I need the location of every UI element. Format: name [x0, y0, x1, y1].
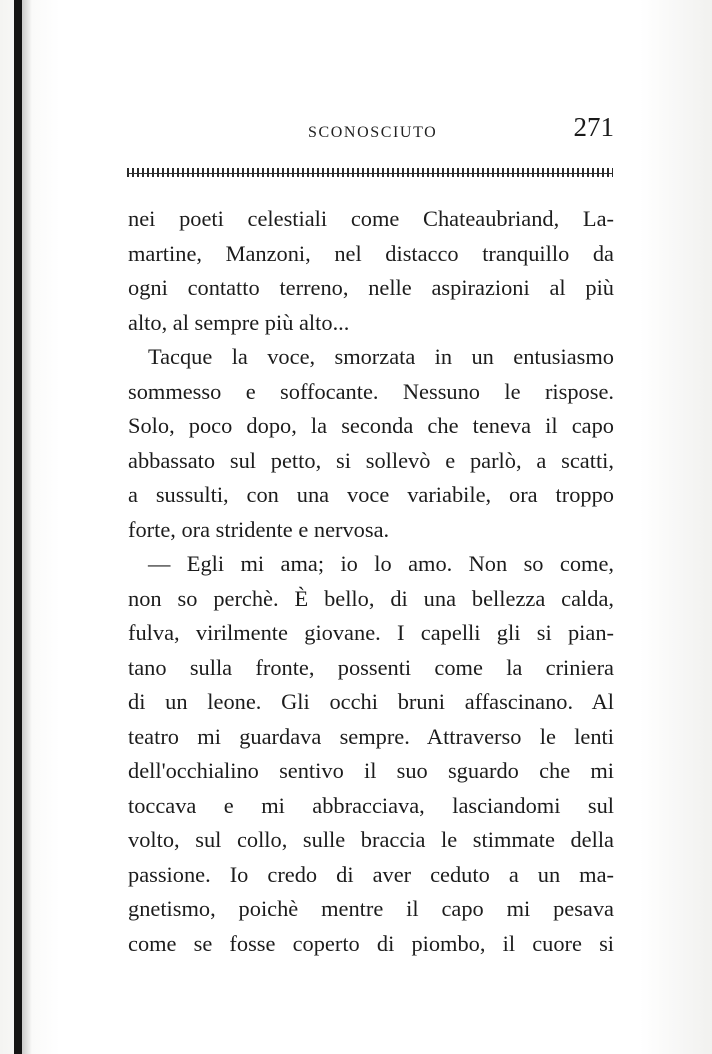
text-line: Solo, poco dopo, la seconda che teneva il capo — [128, 413, 614, 438]
body-text — [128, 202, 614, 961]
text-line: volto, sul collo, sulle braccia le stimmate della — [128, 827, 614, 852]
text-line: forte, ora stridente e nervosa. — [128, 516, 390, 542]
text-line: alto, al sempre più alto... — [128, 309, 350, 335]
text-line: gnetismo, poichè mentre il capo mi pesava — [128, 896, 614, 921]
text-line: come se fosse coperto di piombo, il cuore si — [128, 930, 614, 956]
text-line: Tacque la voce, smorzata in un entusiasmo — [148, 344, 614, 369]
ornamental-rule — [127, 168, 613, 179]
text-line: non so perchè. È bello, di una bellezza calda, — [128, 585, 614, 611]
binding-edge — [14, 0, 22, 1054]
text-line: di un leone. Gli occhi bruni affascinano. Al — [128, 689, 614, 714]
text-line: martine, Manzoni, nel distacco tranquillo da — [128, 240, 614, 266]
text-line: fulva, virilmente giovane. I capelli gli si pian- — [128, 620, 614, 645]
text-line: teatro mi guardava sempre. Attraverso le lenti — [128, 723, 614, 749]
text-line: abbassato sul petto, si sollevò e parlò, a scatti, — [128, 447, 614, 473]
page-number: 271 — [573, 112, 614, 142]
text-line: passione. Io credo di aver ceduto a un ma- — [128, 861, 614, 887]
running-head — [130, 112, 614, 152]
text-line: ogni contatto terreno, nelle aspirazioni al più — [128, 275, 614, 300]
text-line: a sussulti, con una voce variabile, ora troppo — [128, 482, 614, 507]
text-line: — Egli mi ama; io lo amo. Non so come, — [148, 551, 614, 576]
text-line: sommesso e soffocante. Nessuno le rispose. — [128, 378, 614, 404]
text-line: dell'occhialino sentivo il suo sguardo che mi — [128, 758, 614, 783]
running-title: SCONOSCIUTO — [308, 124, 438, 141]
text-line: tano sulla fronte, possenti come la criniera — [128, 654, 614, 680]
binding-shadow — [22, 0, 32, 1054]
text-line: toccava e mi abbracciava, lasciandomi sul — [128, 792, 614, 818]
text-line: nei poeti celestiali come Chateaubriand, La- — [128, 206, 614, 231]
